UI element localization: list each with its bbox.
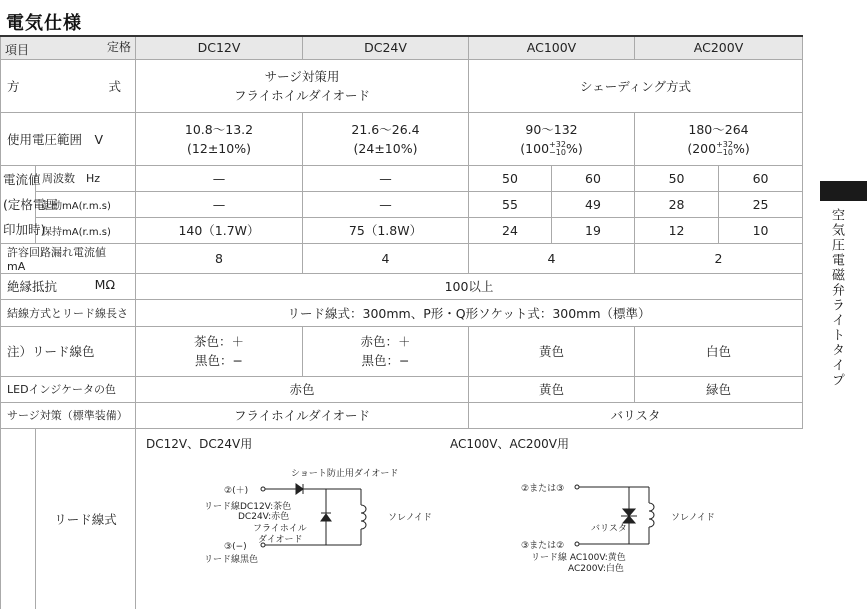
method-label-left: 方 (7, 78, 20, 94)
freq-dc24: — (303, 165, 469, 191)
side-tab-marker (820, 181, 867, 201)
ac-bottom-node (575, 542, 579, 546)
inrush-dc12: — (136, 191, 303, 217)
current-freq-row (1, 165, 803, 191)
voltage-dc24 (303, 112, 469, 165)
current-group-line1: 電流値 (3, 171, 41, 187)
lead-color-dc24-plus: 赤色：＋ (360, 334, 411, 349)
ac-circuit-diagram (511, 429, 831, 609)
voltage-dc24-range: 21.6〜26.4 (351, 121, 420, 137)
voltage-ac200 (635, 112, 803, 165)
insulation-label-left: 絶縁抵抗 (7, 279, 58, 294)
dc-circuit-caption: DC12V、DC24V用 (146, 436, 253, 451)
current-group-label (1, 165, 58, 243)
voltage-ac100-range: 90〜132 (525, 121, 578, 137)
freq-dc12: — (136, 165, 303, 191)
voltage-dc12-tol: (12±10%) (187, 140, 251, 156)
hold-ac100-60: 19 (552, 217, 635, 243)
insulation-value: 100以上 (136, 273, 803, 299)
ac-varistor-symbol (623, 509, 635, 516)
dc-plus-terminal: ②(＋) (224, 485, 249, 496)
surge-label: サージ対策（標準装備） (1, 402, 136, 428)
ac-lead-2: AC200V:白色 (568, 563, 624, 574)
dc-lead-top-2: DC24V:赤色 (238, 511, 290, 522)
lead-color-dc24 (303, 326, 469, 376)
lead-color-row (1, 326, 803, 376)
surge-ac: バリスタ (469, 402, 803, 428)
dc-solenoid-coil (361, 505, 366, 529)
voltage-ac100 (469, 112, 635, 165)
hold-label: 保持mA(r.m.s) (36, 217, 136, 243)
freq-ac200-50: 50 (635, 165, 719, 191)
led-row (1, 376, 803, 402)
lead-color-dc24-minus: 黒色：− (361, 353, 410, 368)
dc-flywheel-1: フライホイル (253, 523, 307, 534)
surge-row (1, 402, 803, 428)
col-dc12v: DC12V (136, 36, 303, 59)
method-row (1, 59, 803, 112)
inrush-ac100-60: 49 (552, 191, 635, 217)
hold-dc12: 140（1.7W） (136, 217, 303, 243)
hold-ac100-50: 24 (469, 217, 552, 243)
method-label-right: 式 (108, 78, 121, 94)
surge-dc: フライホイルダイオード (136, 402, 469, 428)
dc-solenoid-label: ソレノイド (388, 512, 432, 523)
inrush-label: 起動mA(r.m.s) (36, 191, 136, 217)
page-title: 電気仕様 (6, 13, 82, 34)
hold-dc24: 75（1.8W） (303, 217, 469, 243)
ac-varistor-label: バリスタ (591, 523, 627, 534)
leak-row (1, 243, 803, 273)
freq-ac100-50: 50 (469, 165, 552, 191)
freq-ac200-60: 60 (719, 165, 803, 191)
ac-bottom-terminal: ③または② (521, 540, 565, 551)
hold-ac200-50: 12 (635, 217, 719, 243)
leak-label: 許容回路漏れ電流値 mA (1, 243, 136, 273)
lead-type-label: リード線式 (36, 428, 136, 609)
dc-lead-bottom: リード線黒色 (204, 554, 259, 565)
freq-ac100-60: 60 (552, 165, 635, 191)
dc-minus-terminal: ③(−) (224, 541, 247, 552)
current-inrush-row (1, 191, 803, 217)
item-label: 項目 (5, 42, 30, 57)
lead-color-label: 注）リード線色 (1, 326, 136, 376)
voltage-ac100-tol: (100+32 −10%) (520, 140, 583, 157)
inrush-ac200-50: 28 (635, 191, 719, 217)
method-dc-line1: サージ対策用 (264, 68, 340, 84)
voltage-ac200-tol: (200+32 −10%) (687, 140, 750, 157)
lead-color-ac200: 白色 (635, 326, 803, 376)
dc-flywheel-diode-symbol (321, 514, 331, 521)
leak-dc12: 8 (136, 243, 303, 273)
wiring-value: リード線式：300mm、P形・Q形ソケット式：300mm（標準） (136, 299, 803, 326)
ac-solenoid-coil (649, 503, 654, 527)
voltage-row (1, 112, 803, 165)
lead-type-spacer (1, 428, 36, 609)
dc-flywheel-2: ダイオード (258, 534, 303, 545)
rating-label: 定格 (106, 40, 131, 54)
lead-type-row (1, 428, 803, 609)
voltage-label: 使用電圧範囲 V (1, 112, 136, 165)
dc-short-diode-symbol (296, 484, 303, 494)
method-ac: シェーディング方式 (469, 59, 803, 112)
led-label: LEDインジケータの色 (1, 376, 136, 402)
hold-ac200-60: 10 (719, 217, 803, 243)
led-ac100: 黄色 (469, 376, 635, 402)
led-ac200: 緑色 (635, 376, 803, 402)
wiring-row (1, 299, 803, 326)
ac-top-node (575, 485, 579, 489)
inrush-ac200-60: 25 (719, 191, 803, 217)
inrush-dc24: — (303, 191, 469, 217)
leak-ac100: 4 (469, 243, 635, 273)
leak-dc24: 4 (303, 243, 469, 273)
voltage-dc12-range: 10.8〜13.2 (184, 121, 254, 137)
led-dc: 赤色 (136, 376, 469, 402)
spec-table (0, 35, 803, 609)
ac-circuit-caption: AC100V、AC200V用 (450, 436, 569, 451)
header-corner (1, 36, 136, 59)
insulation-label (1, 273, 136, 299)
method-label (1, 59, 136, 112)
col-ac200v: AC200V (635, 36, 803, 59)
leak-ac200: 2 (635, 243, 803, 273)
side-label: 空気圧電磁弁ライトタイプ (829, 208, 844, 388)
col-ac100v: AC100V (469, 36, 635, 59)
dc-circuit-diagram (196, 429, 516, 609)
dc-plus-node (261, 487, 265, 491)
lead-color-dc12-minus: 黒色：− (195, 353, 243, 368)
lead-color-dc12-plus: 茶色：＋ (193, 334, 244, 349)
col-dc24v: DC24V (303, 36, 469, 59)
inrush-ac100-50: 55 (469, 191, 552, 217)
voltage-dc12 (136, 112, 303, 165)
lead-color-ac100: 黄色 (469, 326, 635, 376)
insulation-label-right: MΩ (94, 277, 115, 292)
circuit-area (136, 428, 803, 609)
method-dc (136, 59, 469, 112)
ac-lead-1: リード線 AC100V:黄色 (531, 552, 626, 563)
dc-short-diode-label: ショート防止用ダイオード (291, 468, 399, 479)
voltage-dc24-tol: (24±10%) (353, 140, 418, 156)
insulation-row (1, 273, 803, 299)
freq-label: 周波数 Hz (36, 165, 136, 191)
ac-top-terminal: ②または③ (521, 483, 565, 494)
dc-lead-top-1: リード線DC12V:茶色 (204, 501, 292, 512)
ac-solenoid-label: ソレノイド (671, 512, 715, 523)
voltage-ac200-range: 180〜264 (688, 121, 749, 137)
wiring-label: 結線方式とリード線長さ (1, 299, 136, 326)
current-hold-row (1, 217, 803, 243)
header-row (1, 36, 803, 59)
current-group-line2: (定格電圧 (3, 196, 58, 212)
current-group-line3: 印加時) (3, 221, 46, 237)
method-dc-line2: フライホイルダイオード (233, 87, 370, 103)
lead-color-dc12 (136, 326, 303, 376)
